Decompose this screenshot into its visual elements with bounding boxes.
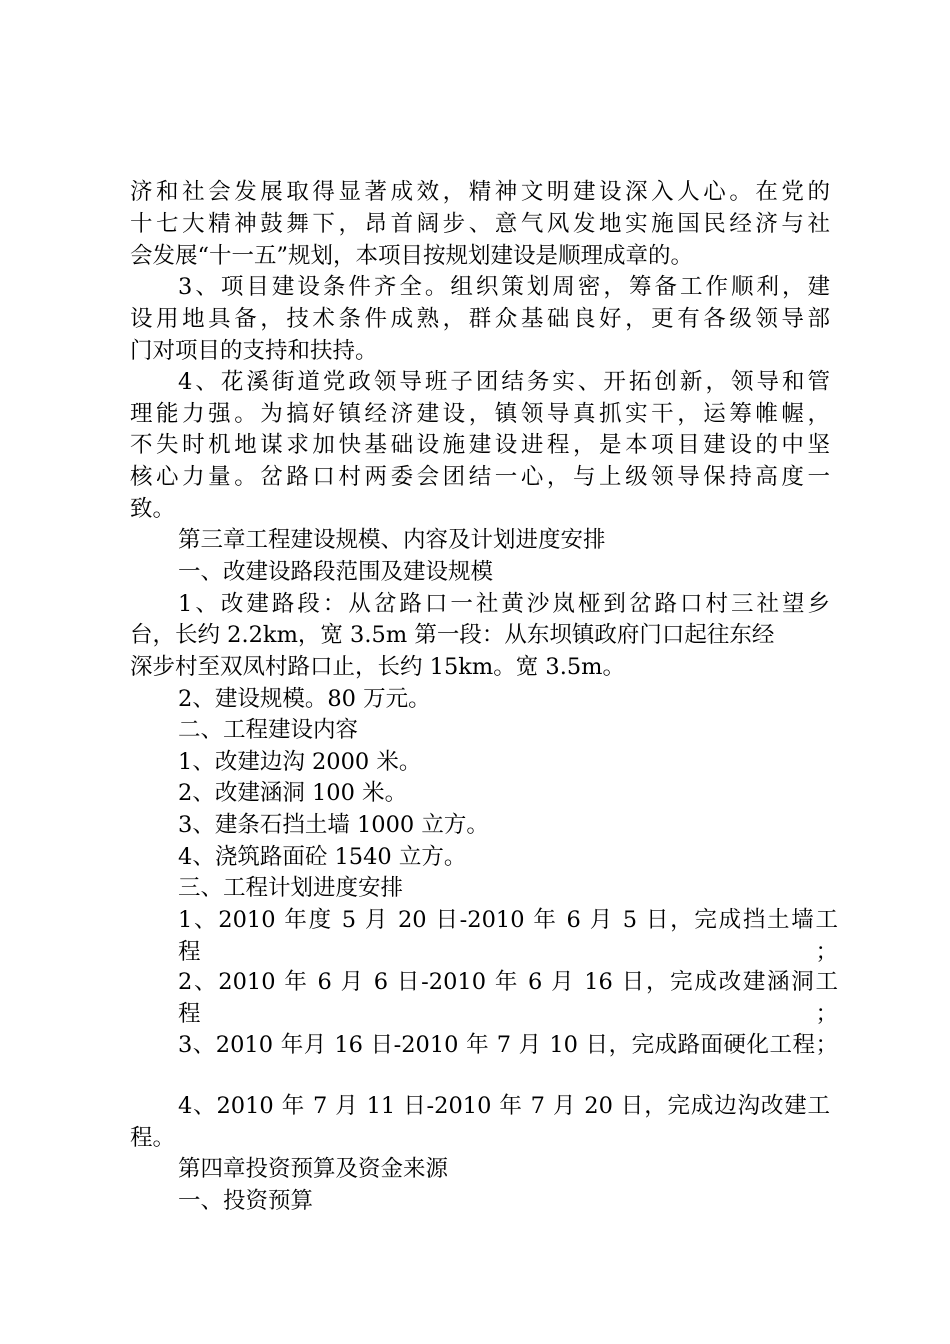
section-heading: 三、工程计划进度安排 bbox=[178, 875, 404, 901]
text-line: 程。 bbox=[130, 1125, 176, 1151]
text-line: 致。 bbox=[130, 496, 176, 522]
text-line: 1、改建边沟 2000 米。 bbox=[178, 749, 422, 775]
text-line: 台，长约 2.2km，宽 3.5m 第一段：从东坝镇政府门口起往东经 bbox=[130, 622, 775, 648]
text-line: 济和社会发展取得显著成效，精神文明建设深入人心。在党的 bbox=[130, 179, 830, 205]
text-line: 设用地具备，技术条件成熟，群众基础良好，更有各级领导部 bbox=[130, 306, 830, 332]
text-line: 3、项目建设条件齐全。组织策划周密，筹备工作顺利，建 bbox=[178, 274, 830, 300]
text-line: 门对项目的支持和扶持。 bbox=[130, 338, 378, 364]
section-heading: 一、改建设路段范围及建设规模 bbox=[178, 559, 494, 585]
text-line: 4、浇筑路面砼 1540 立方。 bbox=[178, 844, 467, 870]
text-line: 3、建条石挡土墙 1000 立方。 bbox=[178, 812, 489, 838]
section-heading: 二、工程建设内容 bbox=[178, 717, 359, 743]
chapter-heading: 第四章投资预算及资金来源 bbox=[178, 1156, 449, 1182]
chapter-heading: 第三章工程建设规模、内容及计划进度安排 bbox=[178, 527, 606, 553]
text-line: 2、建设规模。80 万元。 bbox=[178, 686, 431, 712]
text-line: 2、2010 年 6 月 6 日-2010 年 6 月 16 日，完成改建涵洞工程； bbox=[178, 969, 838, 1027]
text-line: 1、2010 年度 5 月 20 日-2010 年 6 月 5 日，完成挡土墙工程； bbox=[178, 907, 838, 965]
text-line: 3、2010 年月 16 日-2010 年 7 月 10 日，完成路面硬化工程； bbox=[178, 1032, 838, 1058]
text-line: 十七大精神鼓舞下，昂首阔步、意气风发地实施国民经济与社 bbox=[130, 211, 830, 237]
text-line: 1、改建路段：从岔路口一社黄沙岚桠到岔路口村三社望乡 bbox=[178, 591, 830, 617]
text-line: 4、2010 年 7 月 11 日-2010 年 7 月 20 日，完成边沟改建工 bbox=[178, 1093, 830, 1119]
text-line: 2、改建涵洞 100 米。 bbox=[178, 780, 408, 806]
text-line: 核心力量。岔路口村两委会团结一心，与上级领导保持高度一 bbox=[130, 464, 830, 490]
section-heading: 一、投资预算 bbox=[178, 1188, 314, 1214]
text-line: 4、花溪街道党政领导班子团结务实、开拓创新，领导和管 bbox=[178, 369, 830, 395]
text-line: 会发展“十一五”规划，本项目按规划建设是顺理成章的。 bbox=[130, 243, 694, 269]
text-line: 不失时机地谋求加快基础设施建设进程，是本项目建设的中坚 bbox=[130, 432, 830, 458]
text-line: 深步村至双凤村路口止，长约 15km。宽 3.5m。 bbox=[130, 654, 626, 680]
text-line: 理能力强。为搞好镇经济建设，镇领导真抓实干，运筹帷幄， bbox=[130, 401, 830, 427]
